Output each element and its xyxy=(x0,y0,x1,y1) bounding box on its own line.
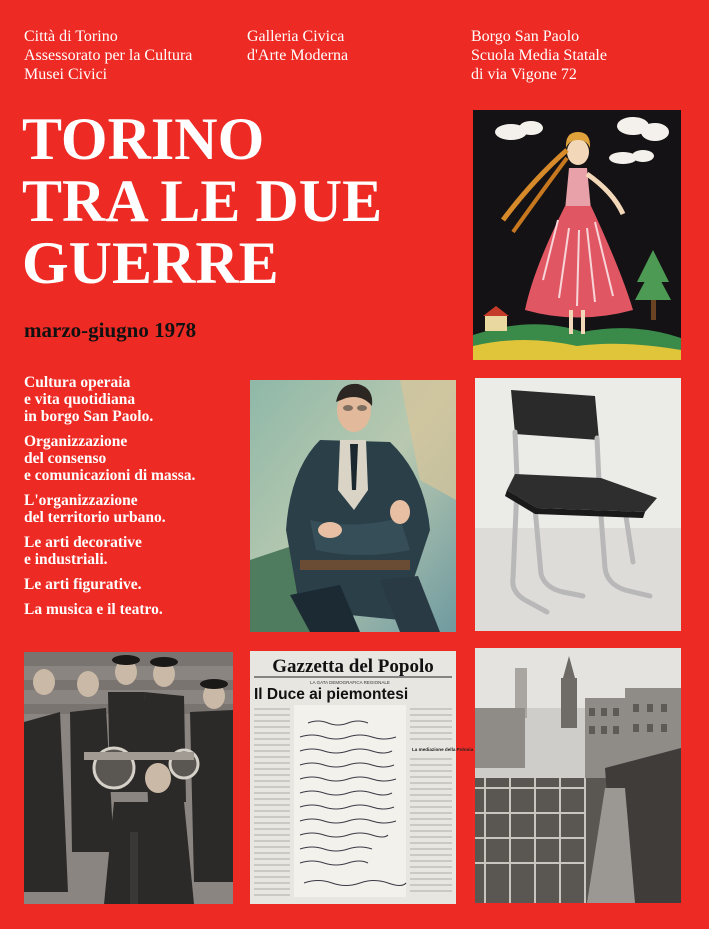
cover-title-line: TORINO xyxy=(22,106,265,172)
newspaper-headline: Il Duce ai piemontesi xyxy=(254,686,409,703)
topic-line: e industriali. xyxy=(24,551,108,568)
newspaper-clipping xyxy=(250,651,474,904)
cover-title-line: TRA LE DUE xyxy=(22,168,383,234)
header-left-line: Città di Torino xyxy=(24,28,118,45)
painting-seated-man xyxy=(250,380,456,632)
topic-item xyxy=(24,433,195,484)
cover-title-line: GUERRE xyxy=(22,230,279,296)
newspaper-subhead: LA GATA DEMOGRAFICA REGIONALE xyxy=(310,680,390,685)
photo-turin-construction xyxy=(475,648,681,903)
topic-line: L'organizzazione xyxy=(24,492,138,509)
newspaper-side-heading: La mediazione della Polonia xyxy=(412,747,474,752)
topics-list xyxy=(24,374,195,626)
photo-steel-chair xyxy=(475,378,681,631)
topic-item xyxy=(24,374,195,425)
topic-item xyxy=(24,492,195,526)
topic-item xyxy=(24,534,195,568)
topic-item xyxy=(24,601,195,618)
topic-line: Cultura operaia xyxy=(24,374,131,391)
photo-workers xyxy=(24,652,233,904)
header-right-line: Borgo San Paolo xyxy=(471,28,580,45)
header-center xyxy=(247,27,348,65)
header-left-line: Assessorato per la Cultura xyxy=(24,47,193,64)
topic-line: del territorio urbano. xyxy=(24,509,166,526)
topic-line: Organizzazione xyxy=(24,433,128,450)
topic-line: e vita quotidiana xyxy=(24,391,136,408)
topic-item xyxy=(24,576,195,593)
cover-title xyxy=(22,108,382,294)
topic-line: e comunicazioni di massa. xyxy=(24,467,196,484)
header-center-line: d'Arte Moderna xyxy=(247,47,349,64)
topic-line: Le arti figurative. xyxy=(24,576,142,593)
header-center-line: Galleria Civica xyxy=(247,28,345,45)
header-right xyxy=(471,27,607,84)
header-right-line: Scuola Media Statale xyxy=(471,47,607,64)
topic-line: in borgo San Paolo. xyxy=(24,408,154,425)
newspaper-masthead: Gazzetta del Popolo xyxy=(272,656,434,677)
exhibition-dates: marzo-giugno 1978 xyxy=(24,318,197,342)
header-left xyxy=(24,27,192,84)
topic-line: del consenso xyxy=(24,450,107,467)
illustration-girl xyxy=(473,110,681,360)
topic-line: La musica e il teatro. xyxy=(24,601,163,618)
topic-line: Le arti decorative xyxy=(24,534,142,551)
header-left-line: Musei Civici xyxy=(24,66,108,83)
header-right-line: di via Vigone 72 xyxy=(471,66,577,83)
